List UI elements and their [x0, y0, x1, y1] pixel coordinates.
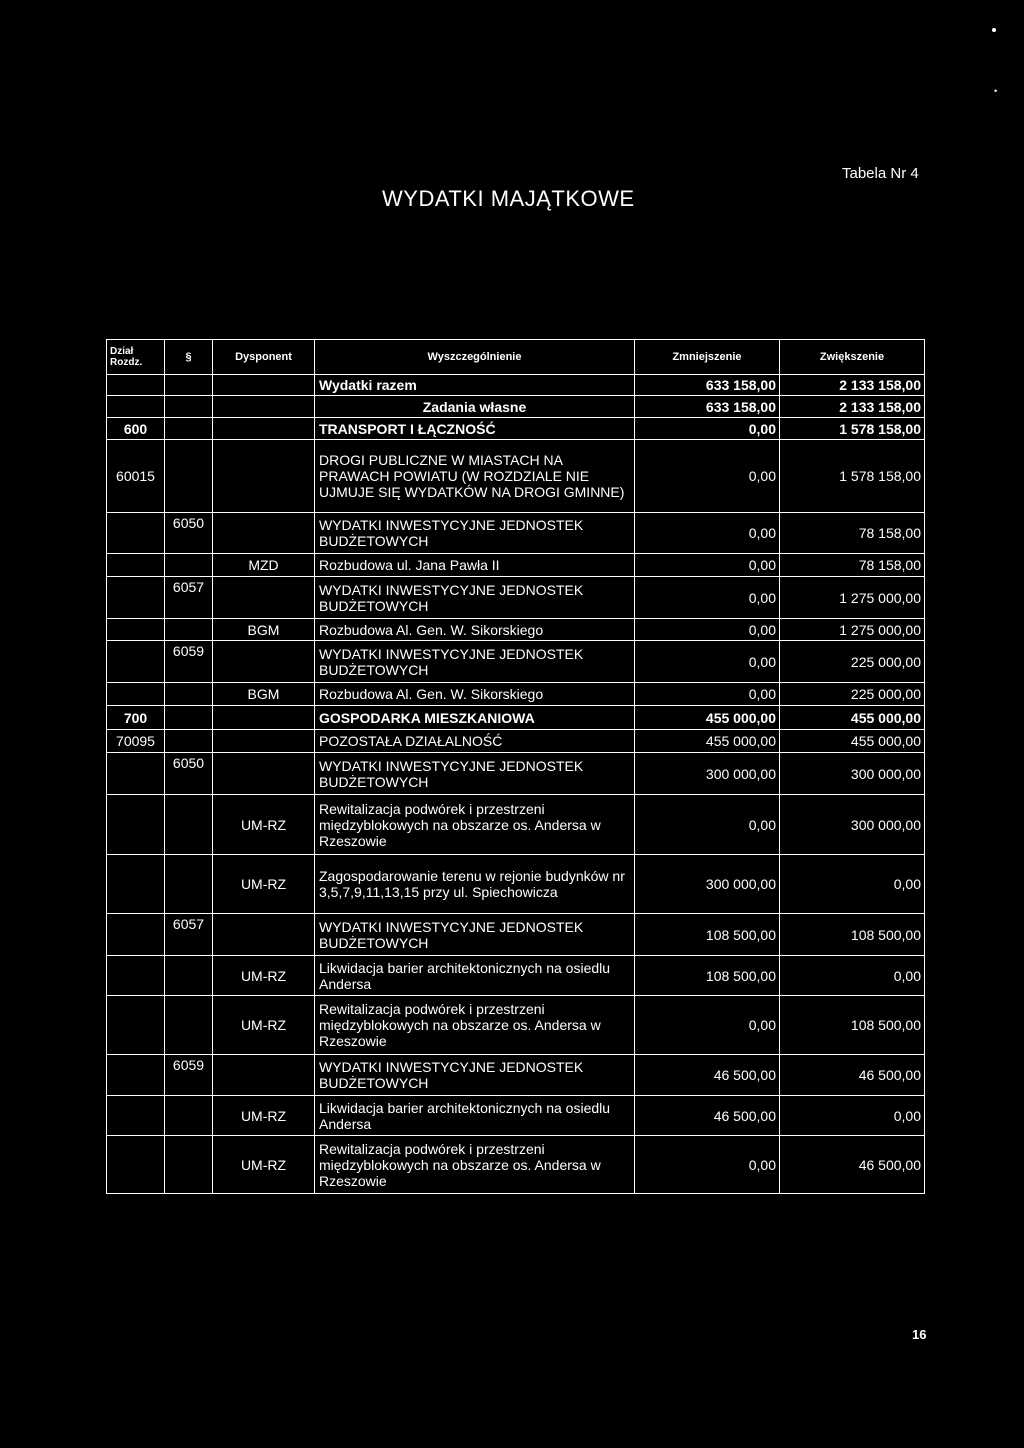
cell-dysponent: UM-RZ	[213, 855, 315, 914]
cell-paragraf	[165, 375, 213, 396]
cell-dzial	[107, 855, 165, 914]
cell-zwiekszenie: 1 275 000,00	[780, 577, 925, 619]
table-row	[107, 513, 925, 554]
cell-zmniejszenie: 455 000,00	[635, 706, 780, 730]
cell-zwiekszenie: 108 500,00	[780, 996, 925, 1055]
table-row	[107, 619, 925, 641]
cell-dysponent: BGM	[213, 619, 315, 641]
page-title: WYDATKI MAJĄTKOWE	[382, 186, 635, 211]
cell-paragraf	[165, 396, 213, 418]
cell-zmniejszenie: 0,00	[635, 619, 780, 641]
cell-dysponent	[213, 513, 315, 554]
table-row	[107, 440, 925, 513]
cell-opis: POZOSTAŁA DZIAŁALNOŚĆ	[315, 730, 635, 753]
cell-dzial: 60015	[107, 440, 165, 513]
header-zmniejszenie: Zmniejszenie	[635, 340, 780, 375]
cell-paragraf	[165, 855, 213, 914]
header-dzial: Dział	[110, 346, 134, 357]
cell-zmniejszenie: 0,00	[635, 683, 780, 706]
cell-dzial: 700	[107, 706, 165, 730]
cell-opis: Likwidacja barier architektonicznych na osiedlu Andersa	[315, 1096, 635, 1136]
cell-zwiekszenie: 225 000,00	[780, 641, 925, 683]
cell-zwiekszenie: 300 000,00	[780, 753, 925, 795]
cell-opis: Rewitalizacja podwórek i przestrzeni międzyblokowych na obszarze os. Andersa w Rzeszowie	[315, 1136, 635, 1194]
cell-dysponent: UM-RZ	[213, 956, 315, 996]
cell-dzial	[107, 753, 165, 795]
cell-opis: GOSPODARKA MIESZKANIOWA	[315, 706, 635, 730]
table-row	[107, 996, 925, 1055]
cell-paragraf	[165, 683, 213, 706]
cell-zmniejszenie: 108 500,00	[635, 914, 780, 956]
cell-opis: WYDATKI INWESTYCYJNE JEDNOSTEK BUDŻETOWYCH	[315, 914, 635, 956]
cell-zwiekszenie: 1 578 158,00	[780, 418, 925, 440]
cell-zmniejszenie: 0,00	[635, 513, 780, 554]
cell-opis: WYDATKI INWESTYCYJNE JEDNOSTEK BUDŻETOWYCH	[315, 641, 635, 683]
table-row	[107, 396, 925, 418]
cell-opis: WYDATKI INWESTYCYJNE JEDNOSTEK BUDŻETOWYCH	[315, 513, 635, 554]
speck-mark	[992, 28, 996, 32]
cell-dzial	[107, 956, 165, 996]
cell-zwiekszenie: 1 578 158,00	[780, 440, 925, 513]
cell-dysponent	[213, 440, 315, 513]
cell-dysponent	[213, 706, 315, 730]
cell-dysponent	[213, 641, 315, 683]
cell-dysponent: MZD	[213, 554, 315, 577]
cell-paragraf	[165, 795, 213, 855]
cell-paragraf: 6057	[165, 577, 213, 619]
cell-opis: Rozbudowa ul. Jana Pawła II	[315, 554, 635, 577]
cell-opis: Rozbudowa Al. Gen. W. Sikorskiego	[315, 683, 635, 706]
expenditure-table	[106, 339, 925, 1194]
header-paragraf: §	[165, 340, 213, 375]
cell-opis: Rozbudowa Al. Gen. W. Sikorskiego	[315, 619, 635, 641]
cell-opis: Rewitalizacja podwórek i przestrzeni międzyblokowych na obszarze os. Andersa w Rzeszowie	[315, 795, 635, 855]
table-row	[107, 730, 925, 753]
table-row	[107, 706, 925, 730]
cell-paragraf: 6059	[165, 1055, 213, 1096]
cell-opis: WYDATKI INWESTYCYJNE JEDNOSTEK BUDŻETOWYCH	[315, 1055, 635, 1096]
cell-zmniejszenie: 0,00	[635, 418, 780, 440]
cell-zmniejszenie: 0,00	[635, 554, 780, 577]
cell-opis: Likwidacja barier architektonicznych na osiedlu Andersa	[315, 956, 635, 996]
header-dysponent: Dysponent	[213, 340, 315, 375]
table-row	[107, 795, 925, 855]
table-row	[107, 855, 925, 914]
cell-dysponent	[213, 1055, 315, 1096]
cell-zwiekszenie: 0,00	[780, 1096, 925, 1136]
cell-zmniejszenie: 300 000,00	[635, 753, 780, 795]
table-row	[107, 956, 925, 996]
cell-dzial	[107, 914, 165, 956]
table-row	[107, 554, 925, 577]
cell-zmniejszenie: 0,00	[635, 996, 780, 1055]
cell-dysponent: UM-RZ	[213, 996, 315, 1055]
cell-zmniejszenie: 0,00	[635, 641, 780, 683]
header-zwiekszenie: Zwiększenie	[780, 340, 925, 375]
cell-dysponent	[213, 375, 315, 396]
table-row	[107, 1055, 925, 1096]
cell-dysponent	[213, 396, 315, 418]
cell-zwiekszenie: 455 000,00	[780, 730, 925, 753]
cell-dzial	[107, 1055, 165, 1096]
cell-paragraf: 6050	[165, 753, 213, 795]
cell-opis: TRANSPORT I ŁĄCZNOŚĆ	[315, 418, 635, 440]
table-row	[107, 577, 925, 619]
table-row	[107, 641, 925, 683]
cell-zwiekszenie: 2 133 158,00	[780, 396, 925, 418]
cell-paragraf: 6050	[165, 513, 213, 554]
cell-paragraf	[165, 440, 213, 513]
cell-zmniejszenie: 46 500,00	[635, 1096, 780, 1136]
cell-dysponent: BGM	[213, 683, 315, 706]
cell-opis: Zadania własne	[315, 396, 635, 418]
cell-zmniejszenie: 0,00	[635, 1136, 780, 1194]
cell-paragraf: 6059	[165, 641, 213, 683]
cell-zmniejszenie: 46 500,00	[635, 1055, 780, 1096]
cell-dysponent	[213, 914, 315, 956]
cell-dysponent	[213, 730, 315, 753]
header-dzial-rozdz	[107, 340, 165, 375]
cell-dysponent: UM-RZ	[213, 1096, 315, 1136]
cell-dzial: 600	[107, 418, 165, 440]
cell-paragraf	[165, 730, 213, 753]
cell-dzial	[107, 996, 165, 1055]
cell-dzial	[107, 513, 165, 554]
cell-zwiekszenie: 455 000,00	[780, 706, 925, 730]
cell-zwiekszenie: 46 500,00	[780, 1055, 925, 1096]
cell-dzial	[107, 1096, 165, 1136]
cell-paragraf	[165, 1136, 213, 1194]
cell-dzial	[107, 375, 165, 396]
cell-dzial	[107, 795, 165, 855]
cell-paragraf	[165, 418, 213, 440]
page-number: 16	[912, 1327, 927, 1342]
cell-zwiekszenie: 46 500,00	[780, 1136, 925, 1194]
cell-dzial	[107, 577, 165, 619]
cell-dzial	[107, 1136, 165, 1194]
cell-paragraf	[165, 1096, 213, 1136]
cell-zwiekszenie: 78 158,00	[780, 554, 925, 577]
cell-zwiekszenie: 78 158,00	[780, 513, 925, 554]
cell-paragraf	[165, 554, 213, 577]
cell-dysponent: UM-RZ	[213, 795, 315, 855]
cell-opis: Wydatki razem	[315, 375, 635, 396]
cell-dzial	[107, 554, 165, 577]
header-wyszczegolnienie: Wyszczególnienie	[315, 340, 635, 375]
cell-dysponent	[213, 753, 315, 795]
cell-opis: WYDATKI INWESTYCYJNE JEDNOSTEK BUDŻETOWYCH	[315, 577, 635, 619]
cell-paragraf	[165, 996, 213, 1055]
cell-zmniejszenie: 108 500,00	[635, 956, 780, 996]
cell-zmniejszenie: 633 158,00	[635, 375, 780, 396]
table-header-row	[107, 340, 925, 375]
speck-mark: •	[994, 86, 998, 96]
cell-zwiekszenie: 108 500,00	[780, 914, 925, 956]
cell-dysponent	[213, 418, 315, 440]
cell-opis: Zagospodarowanie terenu w rejonie budynków nr 3,5,7,9,11,13,15 przy ul. Spiechowicza	[315, 855, 635, 914]
cell-zmniejszenie: 0,00	[635, 795, 780, 855]
cell-dzial	[107, 396, 165, 418]
cell-zmniejszenie: 0,00	[635, 440, 780, 513]
cell-zmniejszenie: 633 158,00	[635, 396, 780, 418]
table-row	[107, 914, 925, 956]
cell-dzial: 70095	[107, 730, 165, 753]
cell-zmniejszenie: 455 000,00	[635, 730, 780, 753]
cell-zwiekszenie: 0,00	[780, 956, 925, 996]
table-row	[107, 418, 925, 440]
cell-dysponent: UM-RZ	[213, 1136, 315, 1194]
cell-paragraf	[165, 706, 213, 730]
table-number: Tabela Nr 4	[842, 165, 919, 182]
table-row	[107, 683, 925, 706]
table-row	[107, 1096, 925, 1136]
cell-zwiekszenie: 2 133 158,00	[780, 375, 925, 396]
cell-zwiekszenie: 300 000,00	[780, 795, 925, 855]
cell-dzial	[107, 683, 165, 706]
cell-dzial	[107, 641, 165, 683]
cell-opis: DROGI PUBLICZNE W MIASTACH NA PRAWACH POWIATU (W ROZDZIALE NIE UJMUJE SIĘ WYDATKÓW NA DROGI GMINNE)	[315, 440, 635, 513]
cell-zmniejszenie: 300 000,00	[635, 855, 780, 914]
cell-opis: Rewitalizacja podwórek i przestrzeni międzyblokowych na obszarze os. Andersa w Rzeszowie	[315, 996, 635, 1055]
cell-zwiekszenie: 1 275 000,00	[780, 619, 925, 641]
cell-zwiekszenie: 0,00	[780, 855, 925, 914]
cell-opis: WYDATKI INWESTYCYJNE JEDNOSTEK BUDŻETOWYCH	[315, 753, 635, 795]
cell-dzial	[107, 619, 165, 641]
table-row	[107, 375, 925, 396]
cell-paragraf: 6057	[165, 914, 213, 956]
cell-zwiekszenie: 225 000,00	[780, 683, 925, 706]
cell-dysponent	[213, 577, 315, 619]
table-row	[107, 753, 925, 795]
header-rozdz: Rozdz.	[110, 357, 143, 368]
cell-zmniejszenie: 0,00	[635, 577, 780, 619]
table-row	[107, 1136, 925, 1194]
cell-paragraf	[165, 956, 213, 996]
cell-paragraf	[165, 619, 213, 641]
